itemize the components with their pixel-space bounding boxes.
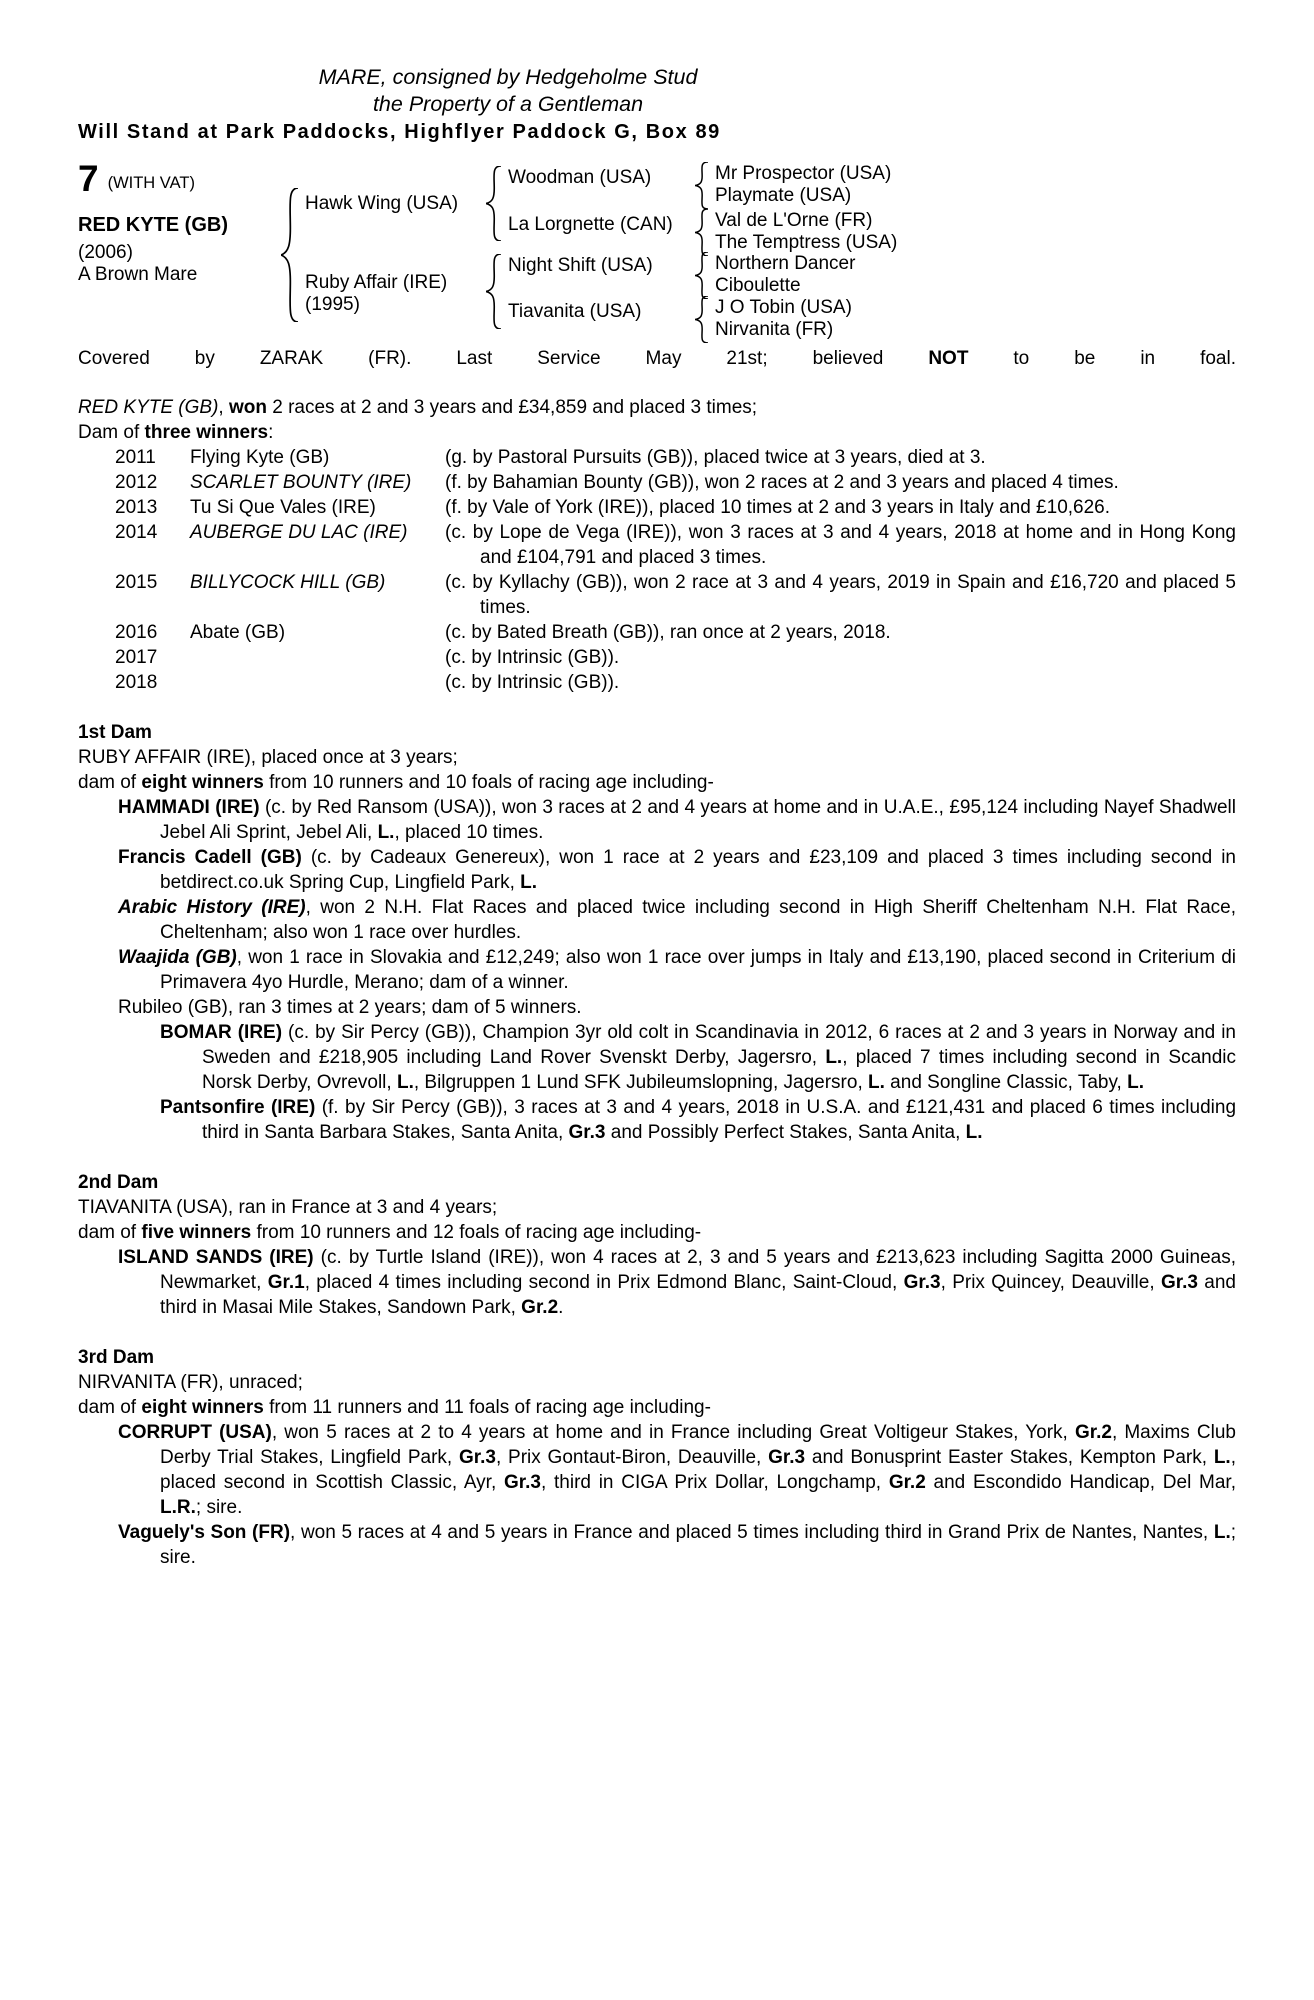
great-grandparent-7: J O Tobin (USA) xyxy=(715,297,852,318)
stand-location-line: Will Stand at Park Paddocks, Highflyer Paddock G, Box 89 xyxy=(78,121,721,143)
great-grandparent-8: Nirvanita (FR) xyxy=(715,319,834,340)
vat-note: (WITH VAT) xyxy=(107,174,195,192)
brace-dam-parents-icon xyxy=(486,254,501,329)
progeny-name: BILLYCOCK HILL (GB) xyxy=(190,572,386,593)
brace-gg-2-icon xyxy=(695,209,708,256)
progeny-name: Flying Kyte (GB) xyxy=(190,447,330,468)
race-record-line: RED KYTE (GB), won 2 races at 2 and 3 years and £34,859 and placed 3 times; xyxy=(78,397,758,418)
progeny-row xyxy=(78,620,1236,645)
pedigree-entry: HAMMADI (IRE) (c. by Red Ransom (USA)), won 3 races at 2 and 4 years at home and in U.A.E., £95,124 including Nayef Shadwell Jebel Ali Sprint, Jebel Ali, L., placed 10 times. xyxy=(118,797,1236,843)
progeny-description: (c. by Intrinsic (GB)). xyxy=(445,672,620,693)
progeny-list xyxy=(78,445,1236,695)
mare-race-record xyxy=(78,395,1236,445)
great-grandparent-5: Northern Dancer xyxy=(715,253,856,274)
progeny-row xyxy=(78,570,1236,620)
first-dam-section xyxy=(78,720,1236,1145)
progeny-row xyxy=(78,445,1236,470)
great-grandparent-3: Val de L'Orne (FR) xyxy=(715,210,873,231)
pedigree-table xyxy=(78,160,1236,342)
third-dam-section xyxy=(78,1345,1236,1570)
great-grandparent-1: Mr Prospector (USA) xyxy=(715,163,892,184)
brace-gg-1-icon xyxy=(695,162,708,209)
horse-name: RED KYTE (GB) xyxy=(78,214,228,236)
consignor-line: MARE, consigned by Hedgeholme Stud xyxy=(318,65,698,89)
sire-name: Hawk Wing (USA) xyxy=(305,193,459,214)
progeny-row xyxy=(78,645,1236,670)
property-line: the Property of a Gentleman xyxy=(372,92,644,116)
pedigree-entry: ISLAND SANDS (IRE) (c. by Turtle Island (IRE)), won 4 races at 2, 3 and 5 years and £213,623 including Sagitta 2000 Guineas, Newmarket, Gr.1, placed 4 times including second in Prix Edmond Blanc, Saint-Cloud, Gr.3, Prix Quincey, Deauville, Gr.3 and third in Masai Mile Stakes, Sandown Park, Gr.2. xyxy=(118,1247,1236,1318)
progeny-name: Abate (GB) xyxy=(190,622,286,643)
pedigree-entry: BOMAR (IRE) (c. by Sir Percy (GB)), Champion 3yr old colt in Scandinavia in 2012, 6 races at 2 and 3 years in Norway and in Sweden and £218,905 including Land Rover Svenskt Derby, Jagersro, L., placed 7 times including second in Scandic Norsk Derby, Ovrevoll, L., Bilgruppen 1 Lund SFK Jubileumslopning, Jagersro, L. and Songline Classic, Taby, L. xyxy=(160,1022,1236,1093)
progeny-description: (c. by Intrinsic (GB)). xyxy=(445,647,620,668)
dam-record-line: TIAVANITA (USA), ran in France at 3 and 4 years; xyxy=(78,1197,498,1218)
dam-name: Ruby Affair (IRE) xyxy=(305,272,448,293)
dam-record-line: RUBY AFFAIR (IRE), placed once at 3 years; xyxy=(78,747,458,768)
progeny-year: 2017 xyxy=(115,647,158,668)
great-grandparent-6: Ciboulette xyxy=(715,275,801,296)
progeny-description: (c. by Kyllachy (GB)), won 2 race at 3 and 4 years, 2019 in Spain and £16,720 and placed 5 times. xyxy=(445,572,1236,618)
brace-sire-parents-icon xyxy=(486,166,501,241)
lot-row xyxy=(78,158,195,199)
brace-parents-icon xyxy=(281,188,298,322)
progeny-year: 2013 xyxy=(115,497,158,518)
progeny-description: (f. by Bahamian Bounty (GB)), won 2 races at 2 and 3 years and placed 4 times. xyxy=(445,472,1119,493)
pedigree-entry: Rubileo (GB), ran 3 times at 2 years; dam of 5 winners. xyxy=(118,997,582,1018)
pedigree-entry: CORRUPT (USA), won 5 races at 2 to 4 years at home and in France including Great Voltigeur Stakes, York, Gr.2, Maxims Club Derby Trial Stakes, Lingfield Park, Gr.3, Prix Gontaut-Biron, Deauville, Gr.3 and Bonusprint Easter Stakes, Kempton Park, L., placed second in Scottish Classic, Ayr, Gr.3, third in CIGA Prix Dollar, Longchamp, Gr.2 and Escondido Handicap, Del Mar, L.R.; sire. xyxy=(118,1422,1237,1518)
progeny-name: Tu Si Que Vales (IRE) xyxy=(190,497,376,518)
maternal-granddam: Tiavanita (USA) xyxy=(508,301,642,322)
horse-description: A Brown Mare xyxy=(78,264,198,285)
second-dam-section xyxy=(78,1170,1236,1320)
pedigree-entry: Waajida (GB), won 1 race in Slovakia and £12,249; also won 1 race over jumps in Italy and £13,190, placed second in Criterium di Primavera 4yo Hurdle, Merano; dam of a winner. xyxy=(118,947,1237,993)
progeny-year: 2016 xyxy=(115,622,158,643)
page-header xyxy=(78,64,938,146)
progeny-description: (g. by Pastoral Pursuits (GB)), placed twice at 3 years, died at 3. xyxy=(445,447,986,468)
dam-year: (1995) xyxy=(305,294,360,315)
dam-produce-line: dam of five winners from 10 runners and 12 foals of racing age including- xyxy=(78,1222,702,1243)
pedigree-entry: Vaguely's Son (FR), won 5 races at 4 and 5 years in France and placed 5 times including third in Grand Prix de Nantes, Nantes, L.; sire. xyxy=(118,1522,1237,1568)
covered-statement: Covered by ZARAK (FR). Last Service May 21st; believed NOT to be in foal. xyxy=(78,348,1236,369)
paternal-granddam: La Lorgnette (CAN) xyxy=(508,214,673,235)
brace-gg-3-icon xyxy=(695,252,708,299)
progeny-description: (c. by Lope de Vega (IRE)), won 3 races at 3 and 4 years, 2018 at home and in Hong Kong and £104,791 and placed 3 times. xyxy=(445,522,1236,568)
paternal-grandsire: Woodman (USA) xyxy=(508,167,652,188)
brace-gg-4-icon xyxy=(695,296,708,343)
maternal-grandsire: Night Shift (USA) xyxy=(508,255,653,276)
progeny-name: AUBERGE DU LAC (IRE) xyxy=(190,522,408,543)
foaling-year: (2006) xyxy=(78,242,133,263)
progeny-description: (c. by Bated Breath (GB)), ran once at 2 years, 2018. xyxy=(445,622,891,643)
pedigree-entry: Arabic History (IRE), won 2 N.H. Flat Races and placed twice including second in High Sheriff Cheltenham N.H. Flat Race, Cheltenham; also won 1 race over hurdles. xyxy=(118,897,1237,943)
progeny-year: 2012 xyxy=(115,472,158,493)
progeny-row xyxy=(78,495,1236,520)
dam-produce-line: dam of eight winners from 11 runners and 11 foals of racing age including- xyxy=(78,1397,711,1418)
lot-number: 7 xyxy=(78,158,99,199)
progeny-year: 2015 xyxy=(115,572,158,593)
progeny-name: SCARLET BOUNTY (IRE) xyxy=(190,472,412,493)
section-heading: 1st Dam xyxy=(78,722,152,743)
progeny-year: 2011 xyxy=(115,447,156,468)
pedigree-entry: Francis Cadell (GB) (c. by Cadeaux Genereux), won 1 race at 2 years and £23,109 and placed 3 times including second in betdirect.co.uk Spring Cup, Lingfield Park, L. xyxy=(118,847,1236,893)
progeny-year: 2018 xyxy=(115,672,158,693)
winners-line: Dam of three winners: xyxy=(78,422,274,443)
progeny-year: 2014 xyxy=(115,522,158,543)
dam-record-line: NIRVANITA (FR), unraced; xyxy=(78,1372,303,1393)
section-heading: 2nd Dam xyxy=(78,1172,159,1193)
progeny-row xyxy=(78,520,1236,570)
great-grandparent-4: The Temptress (USA) xyxy=(715,232,898,253)
pedigree-entry: Pantsonfire (IRE) (f. by Sir Percy (GB)), 3 races at 3 and 4 years, 2018 in U.S.A. and £121,431 and placed 6 times including third in Santa Barbara Stakes, Santa Anita, Gr.3 and Possibly Perfect Stakes, Santa Anita, L. xyxy=(160,1097,1237,1143)
section-heading: 3rd Dam xyxy=(78,1347,155,1368)
great-grandparent-2: Playmate (USA) xyxy=(715,185,852,206)
progeny-row xyxy=(78,670,1236,695)
progeny-row xyxy=(78,470,1236,495)
dam-produce-line: dam of eight winners from 10 runners and 10 foals of racing age including- xyxy=(78,772,714,793)
progeny-description: (f. by Vale of York (IRE)), placed 10 times at 2 and 3 years in Italy and £10,626. xyxy=(445,497,1111,518)
